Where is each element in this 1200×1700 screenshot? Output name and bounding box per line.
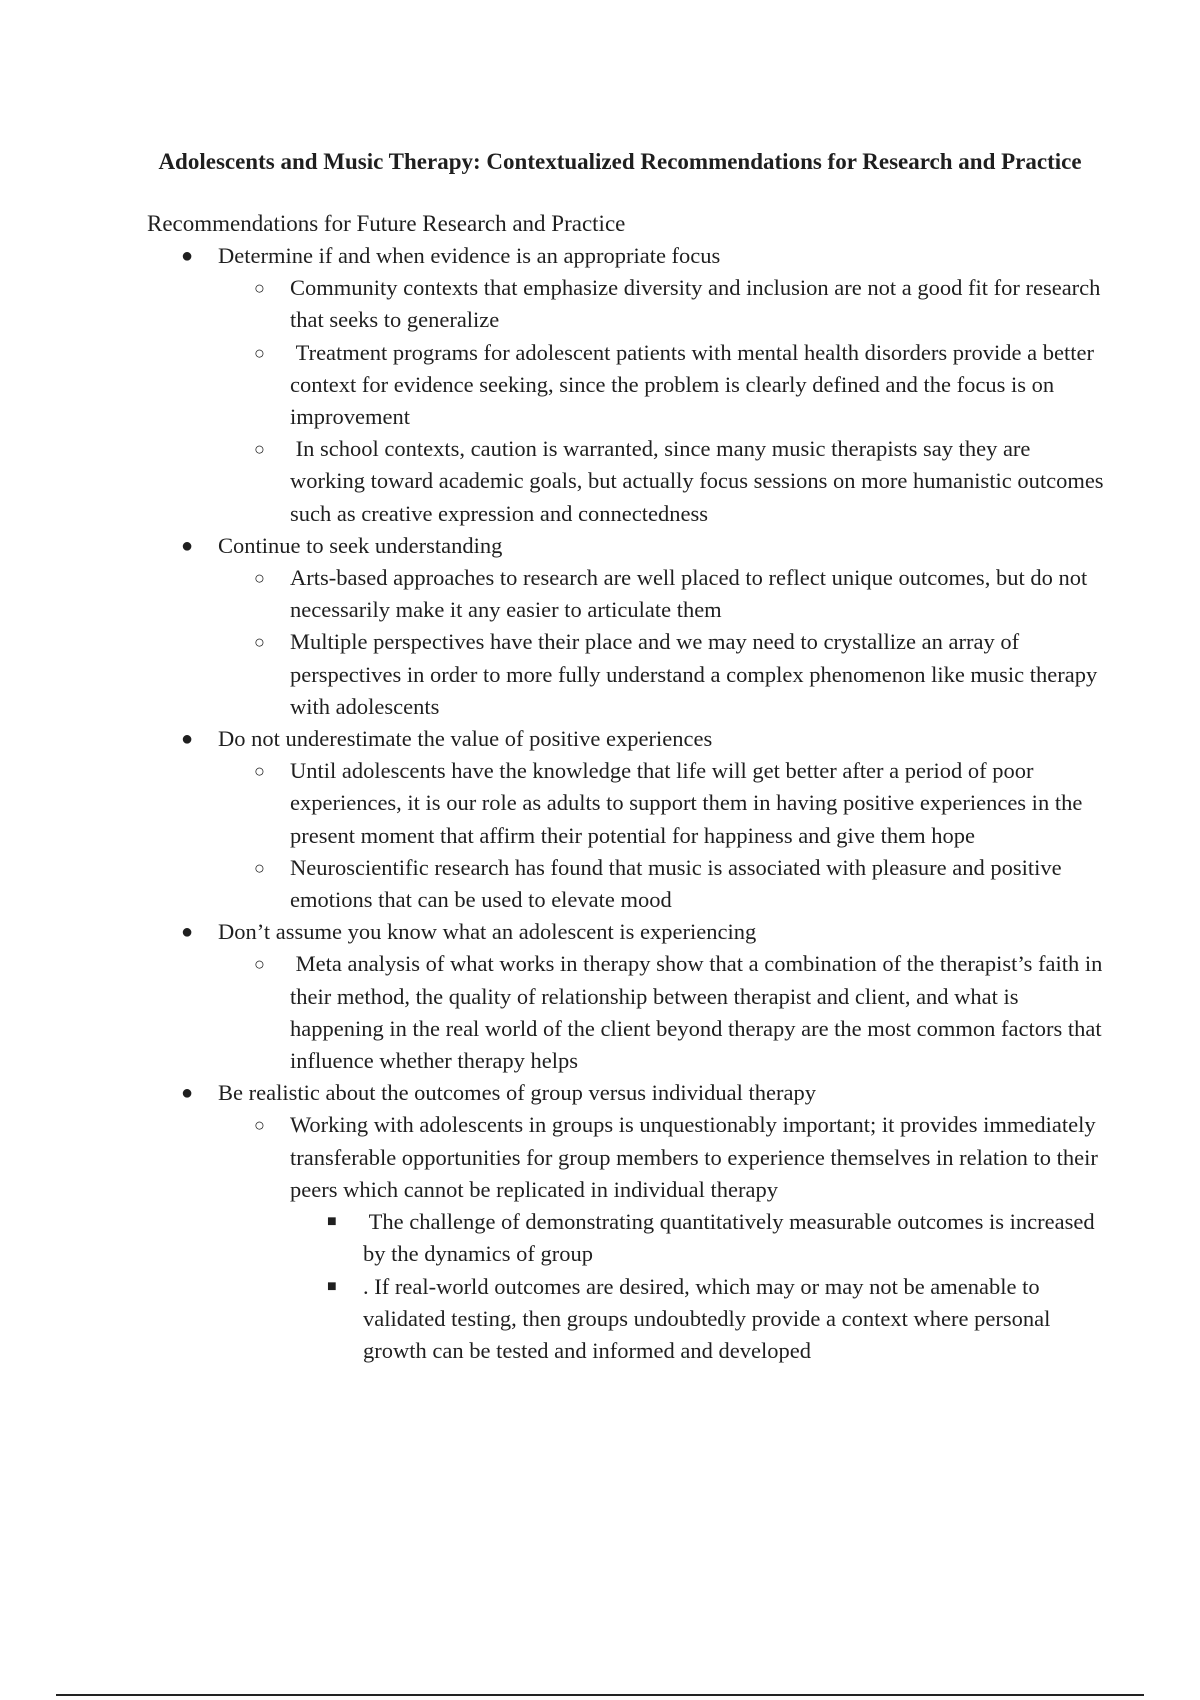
list-item bbox=[218, 852, 1107, 916]
point-text: Neuroscientific research has found that music is associated with pleasure and positive emotions that can be used to elevate mood bbox=[290, 854, 1062, 913]
point-text: . If real-world outcomes are desired, which may or may not be amenable to validated testing, then groups undoubtedly provide a context where personal growth can be tested and informed and developed bbox=[363, 1273, 1051, 1363]
circle-bullet-icon: ○ bbox=[254, 278, 265, 299]
section-heading: Don’t assume you know what an adolescent is experiencing bbox=[218, 919, 757, 945]
sub-list bbox=[218, 272, 1110, 530]
document-title: Adolescents and Music Therapy: Contextualized Recommendations for Research and Practice bbox=[158, 149, 1082, 174]
page-divider bbox=[56, 1694, 1144, 1696]
point-text: Treatment programs for adolescent patients with mental health disorders provide a better context for evidence seeking, since the problem is clearly defined and the focus is on improvement bbox=[290, 339, 1100, 430]
list-item bbox=[218, 272, 1107, 336]
point-text: The challenge of demonstrating quantitatively measurable outcomes is increased by the dynamics of group bbox=[363, 1209, 1101, 1267]
circle-bullet-icon: ○ bbox=[254, 954, 265, 975]
list-item bbox=[218, 626, 1107, 723]
circle-bullet-icon: ○ bbox=[254, 439, 265, 460]
sub-list bbox=[218, 755, 1107, 916]
point-text: Meta analysis of what works in therapy show that a combination of the therapist’s faith in their method, the quality of relationship between therapist and client, and what is happening in the real world of the client beyond therapy are the most common factors that influence whether therapy helps bbox=[290, 951, 1108, 1074]
point-text: In school contexts, caution is warranted, since many music therapists say they are working toward academic goals, but actually focus sessions on more humanistic outcomes such as creative expression and connectedness bbox=[290, 436, 1110, 526]
sub-list bbox=[218, 948, 1107, 1077]
sub-list bbox=[218, 1109, 1107, 1367]
point-text: Until adolescents have the knowledge that life will get better after a period of poor experiences, it is our role as adults to support them in having positive experiences in the present moment that affirm their potential for happiness and give them hope bbox=[290, 758, 1083, 848]
section-heading: Continue to seek understanding bbox=[218, 532, 503, 558]
list-item bbox=[147, 240, 1110, 530]
document-body bbox=[147, 240, 1110, 1367]
bullet-icon: ● bbox=[181, 921, 194, 944]
sub-sub-list bbox=[290, 1206, 1107, 1367]
list-item bbox=[147, 530, 1107, 723]
square-bullet-icon: ■ bbox=[327, 1213, 337, 1231]
list-item bbox=[147, 723, 1107, 916]
point-text: Arts-based approaches to research are well placed to reflect unique outcomes, but do not necessarily make it any easier to articulate them bbox=[290, 565, 1088, 623]
bullet-icon: ● bbox=[181, 1082, 194, 1105]
bullet-icon: ● bbox=[181, 728, 194, 751]
point-text: Multiple perspectives have their place and we may need to crystallize an array of perspectives in order to more fully understand a complex phenomenon like music therapy with adolescents bbox=[290, 629, 1098, 719]
list-item bbox=[218, 337, 1107, 434]
circle-bullet-icon: ○ bbox=[254, 1115, 265, 1136]
bullet-icon: ● bbox=[181, 245, 194, 267]
circle-bullet-icon: ○ bbox=[254, 568, 265, 589]
list-item bbox=[218, 1109, 1107, 1367]
list-item bbox=[147, 916, 1107, 1077]
bullet-icon: ● bbox=[181, 534, 194, 557]
list-item bbox=[290, 1271, 1107, 1368]
list-item bbox=[290, 1206, 1107, 1270]
list-item bbox=[218, 562, 1107, 626]
point-text: Working with adolescents in groups is unquestionably important; it provides immediately transferable opportunities for group members to experience themselves in relation to their peers which cannot be replicated in individual therapy bbox=[290, 1112, 1098, 1202]
circle-bullet-icon: ○ bbox=[254, 632, 265, 653]
square-bullet-icon: ■ bbox=[327, 1277, 337, 1295]
point-text: Community contexts that emphasize diversity and inclusion are not a good fit for research that seeks to generalize bbox=[290, 275, 1101, 333]
list-item bbox=[218, 755, 1107, 852]
section-heading: Determine if and when evidence is an appropriate focus bbox=[218, 243, 721, 268]
section-heading: Do not underestimate the value of positive experiences bbox=[218, 726, 713, 752]
section-heading: Be realistic about the outcomes of group versus individual therapy bbox=[218, 1080, 816, 1106]
list-item bbox=[147, 1077, 1107, 1367]
list-item bbox=[218, 948, 1107, 1077]
sub-list bbox=[218, 562, 1107, 723]
circle-bullet-icon: ○ bbox=[254, 857, 265, 878]
circle-bullet-icon: ○ bbox=[254, 761, 265, 782]
recommendations-list bbox=[147, 240, 1110, 1367]
section-subtitle: Recommendations for Future Research and Practice bbox=[147, 211, 626, 236]
list-item bbox=[218, 433, 1110, 530]
circle-bullet-icon: ○ bbox=[254, 342, 265, 363]
